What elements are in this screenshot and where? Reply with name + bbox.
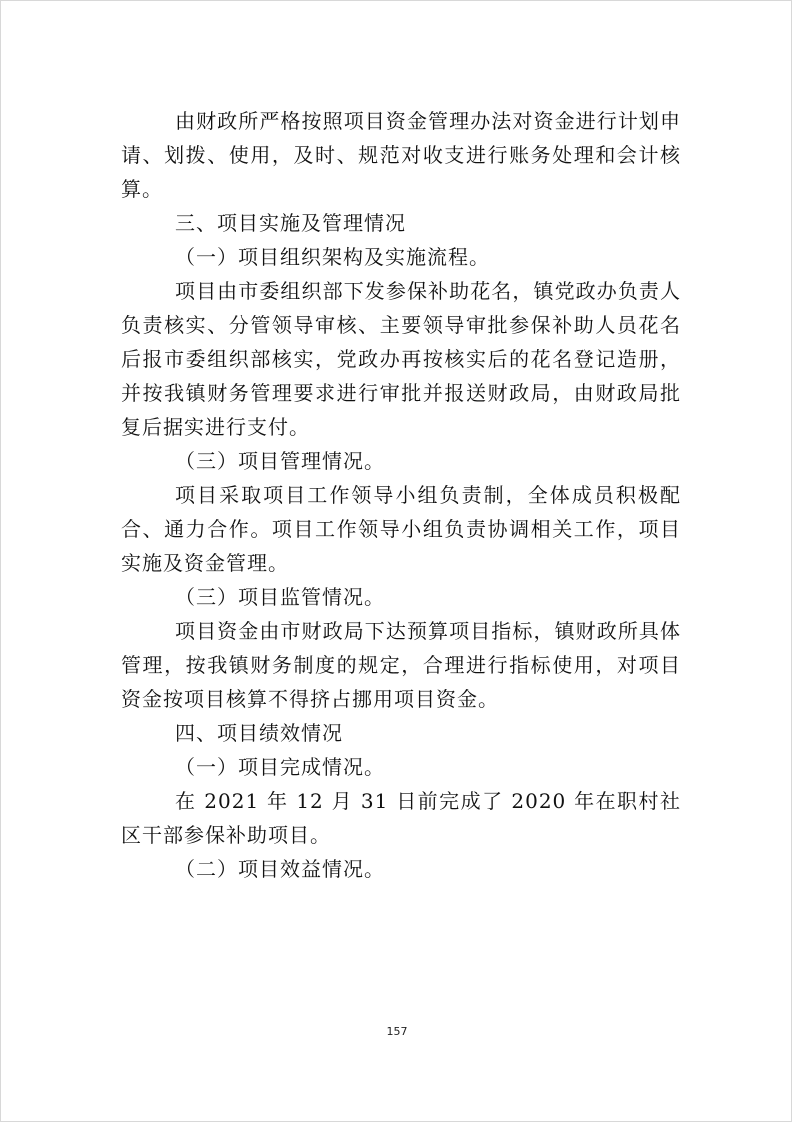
paragraph: 项目由市委组织部下发参保补助花名，镇党政办负责人负责核实、分管领导审核、主要领导审批参保补助人员花名后报市委组织部核实，党政办再按核实后的花名登记造册，并按我镇财务管理要求进行审批并报送财政局，由财政局批复后据实进行支付。 (121, 279, 681, 439)
paragraph: 项目资金由市财政局下达预算项目指标，镇财政所具体管理，按我镇财务制度的规定，合理进行指标使用，对项目资金按项目核算不得挤占挪用项目资金。 (121, 619, 681, 711)
subsection-heading: （三）项目监管情况。 (175, 585, 385, 609)
subsection-heading: （三）项目管理情况。 (175, 449, 385, 473)
page-number: 157 (386, 1025, 408, 1038)
section-heading: 三、项目实施及管理情况 (175, 211, 406, 235)
subsection-heading: （一）项目完成情况。 (175, 755, 385, 779)
subsection-heading: （二）项目效益情况。 (175, 857, 385, 881)
paragraph: 由财政所严格按照项目资金管理办法对资金进行计划申请、划拨、使用，及时、规范对收支进行账务处理和会计核算。 (121, 109, 681, 201)
subsection-heading: （一）项目组织架构及实施流程。 (175, 245, 490, 269)
paragraph: 在 2021 年 12 月 31 日前完成了 2020 年在职村社区干部参保补助项目。 (121, 789, 681, 847)
section-heading: 四、项目绩效情况 (175, 721, 343, 745)
paragraph: 项目采取项目工作领导小组负责制，全体成员积极配合、通力合作。项目工作领导小组负责协调相关工作，项目实施及资金管理。 (121, 483, 681, 575)
document-body (121, 104, 681, 886)
